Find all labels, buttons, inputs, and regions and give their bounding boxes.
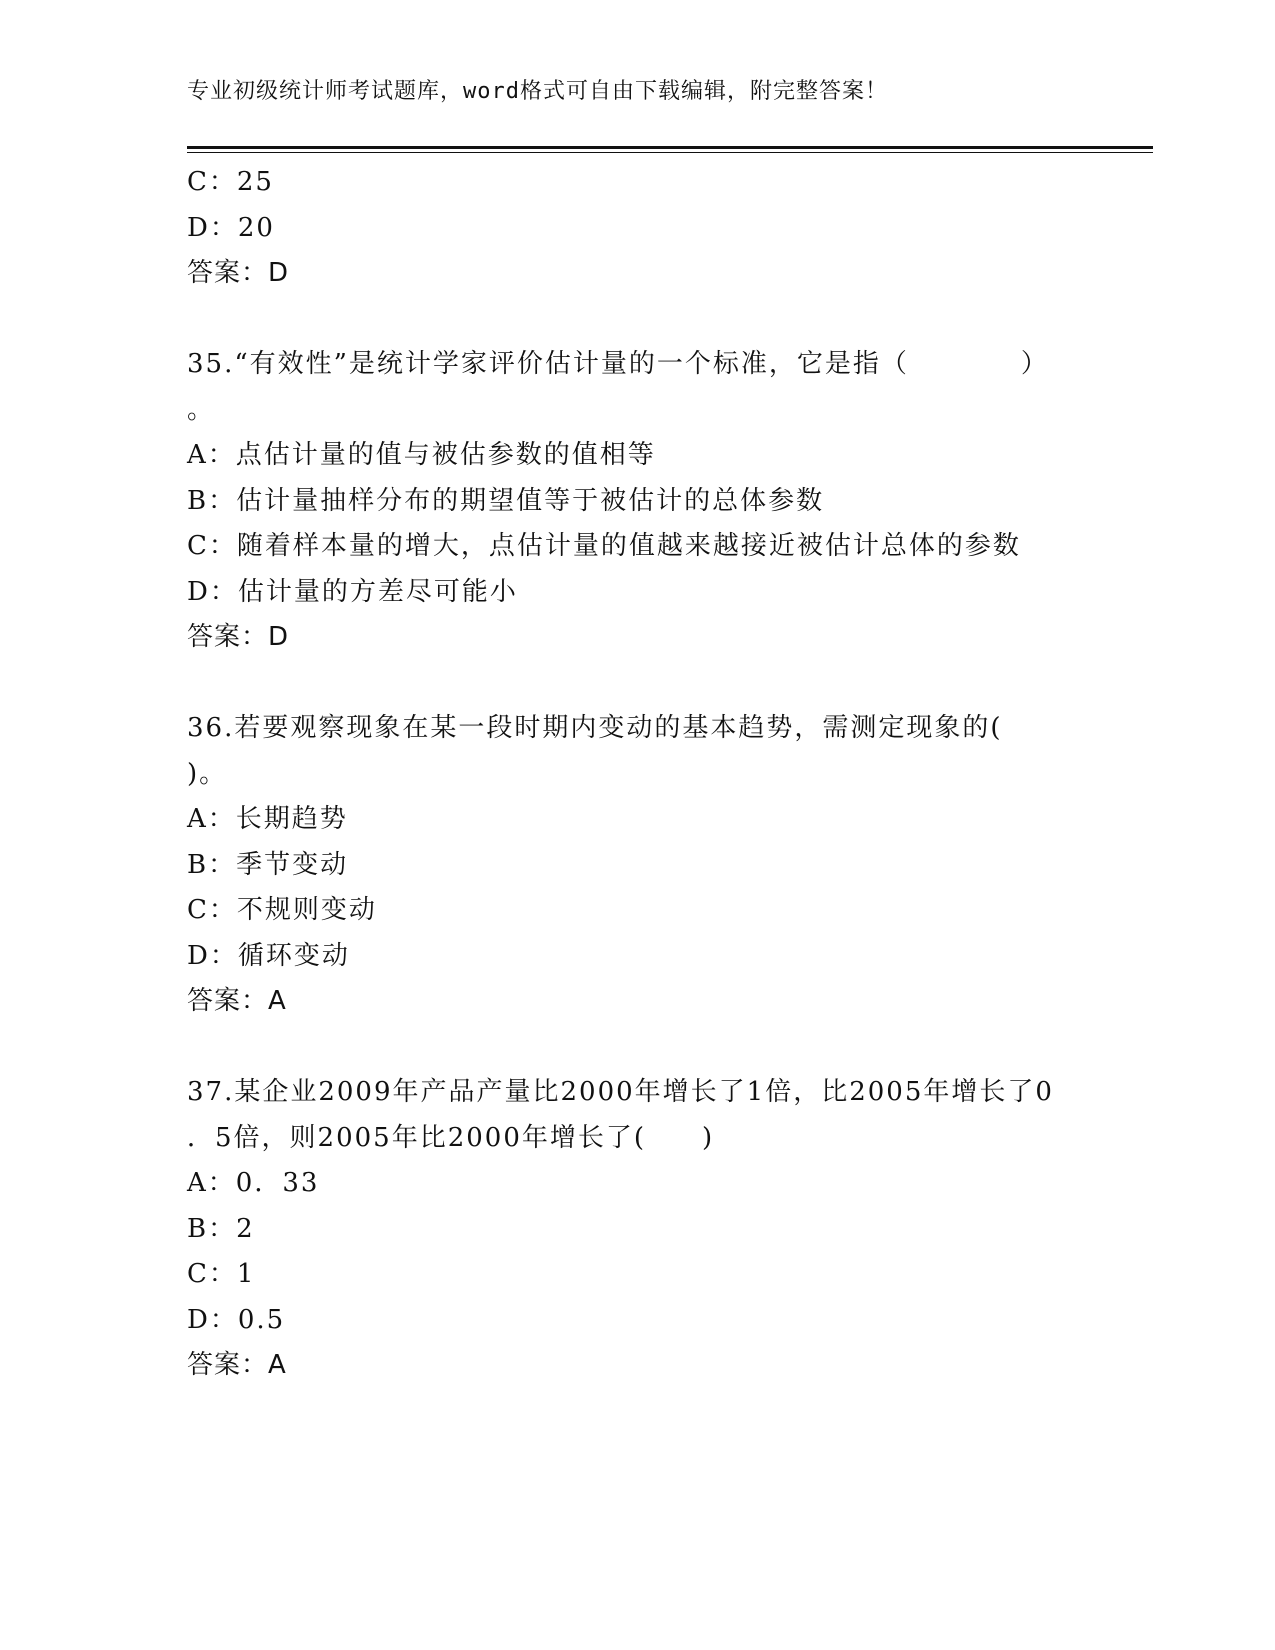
option-d: D：估计量的方差尽可能小: [187, 576, 518, 607]
question-text: 35.“有效性”是统计学家评价估计量的一个标准，它是指（ ）: [187, 349, 1049, 379]
option-d: D：0.5: [187, 1304, 286, 1335]
option-d: D：20: [187, 212, 275, 243]
answer: 答案：A: [187, 1350, 287, 1380]
question-text: 37.某企业2009年产品产量比2000年增长了1倍，比2005年增长了0: [187, 1077, 1054, 1107]
question-text: ．5倍，则2005年比2000年增长了( ): [187, 1122, 715, 1153]
answer: 答案：D: [187, 622, 290, 652]
option-b: B：估计量抽样分布的期望值等于被估计的总体参数: [187, 485, 825, 516]
page-header: 专业初级统计师考试题库，word格式可自由下载编辑，附完整答案！: [187, 79, 888, 104]
option-b: B：2: [187, 1213, 255, 1244]
option-a: A：0．33: [187, 1168, 320, 1198]
spacer: [187, 297, 1087, 343]
question-list: [187, 160, 1087, 1389]
option-c: C：1: [187, 1259, 256, 1289]
spacer: [187, 661, 1087, 707]
option-c: C：25: [187, 167, 274, 197]
header-rule-thin: [187, 152, 1153, 153]
option-a: A：点估计量的值与被估参数的值相等: [187, 440, 656, 470]
question-text: 。: [187, 394, 216, 425]
option-c: C：不规则变动: [187, 895, 377, 925]
option-c: C：随着样本量的增大，点估计量的值越来越接近被估计总体的参数: [187, 531, 1021, 561]
option-b: B：季节变动: [187, 849, 349, 880]
answer: 答案：A: [187, 986, 287, 1016]
spacer: [187, 1025, 1087, 1071]
option-d: D：循环变动: [187, 940, 350, 971]
question-text: )。: [187, 758, 228, 789]
header-rule: [187, 146, 1153, 149]
answer: 答案：D: [187, 258, 290, 288]
question-text: 36.若要观察现象在某一段时期内变动的基本趋势，需测定现象的(: [187, 713, 1003, 743]
option-a: A：长期趋势: [187, 804, 348, 834]
